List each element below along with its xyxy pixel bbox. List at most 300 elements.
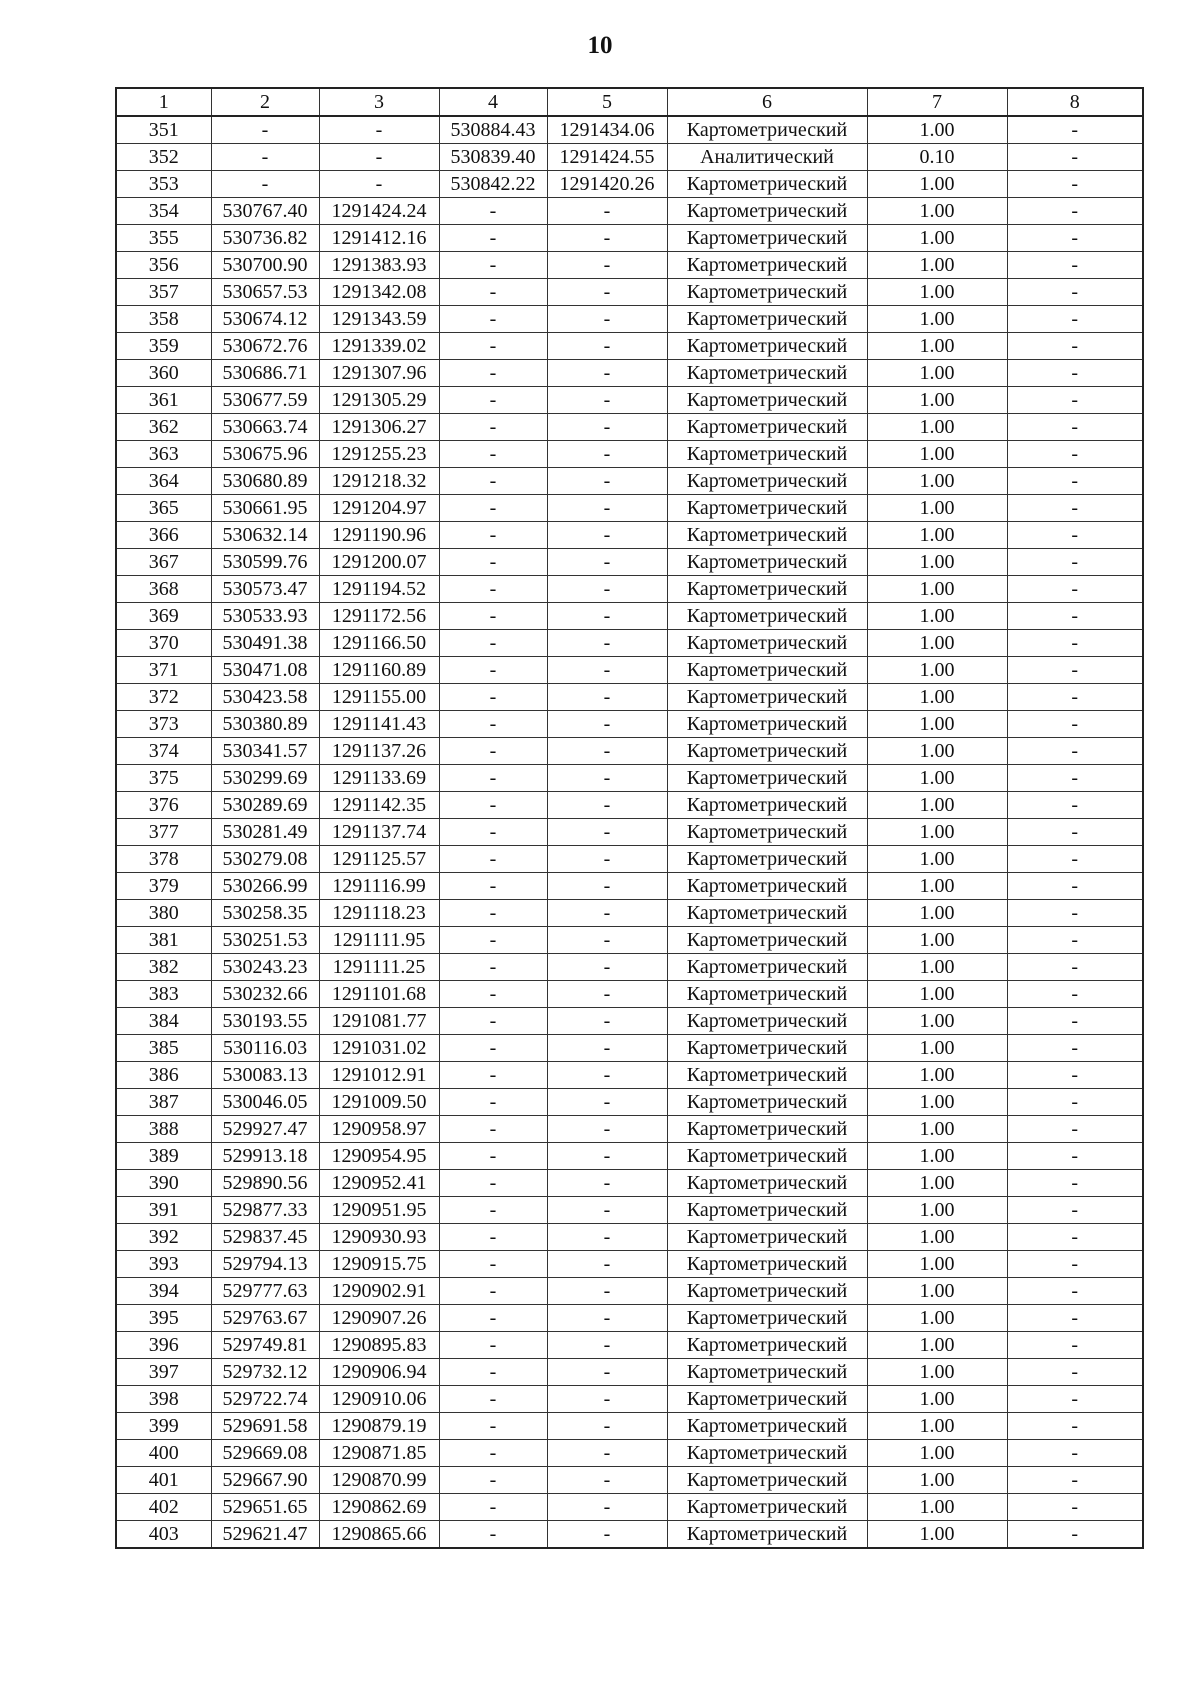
table-row [116, 198, 1143, 225]
point-number-cell: 396 [116, 1332, 211, 1359]
method-cell: Картометрический [667, 279, 867, 306]
y-coordinate-cell: 1291166.50 [319, 630, 439, 657]
method-cell: Картометрический [667, 1440, 867, 1467]
point-number-cell: 400 [116, 1440, 211, 1467]
table-row [116, 1116, 1143, 1143]
table-row [116, 1035, 1143, 1062]
point-number-cell: 371 [116, 657, 211, 684]
x-coordinate-cell: 529777.63 [211, 1278, 319, 1305]
y-new-coordinate-cell: - [547, 1305, 667, 1332]
table-row [116, 927, 1143, 954]
table-row [116, 522, 1143, 549]
x-coordinate-cell: 529890.56 [211, 1170, 319, 1197]
point-number-cell: 360 [116, 360, 211, 387]
table-row [116, 468, 1143, 495]
point-number-cell: 373 [116, 711, 211, 738]
description-cell: - [1007, 1089, 1143, 1116]
x-coordinate-cell: 530279.08 [211, 846, 319, 873]
y-coordinate-cell: 1290952.41 [319, 1170, 439, 1197]
accuracy-cell: 1.00 [867, 1305, 1007, 1332]
point-number-cell: 387 [116, 1089, 211, 1116]
point-number-cell: 386 [116, 1062, 211, 1089]
x-new-coordinate-cell: - [439, 1359, 547, 1386]
x-coordinate-cell: 530677.59 [211, 387, 319, 414]
point-number-cell: 399 [116, 1413, 211, 1440]
y-new-coordinate-cell: - [547, 279, 667, 306]
y-coordinate-cell: 1291141.43 [319, 711, 439, 738]
x-new-coordinate-cell: - [439, 873, 547, 900]
y-coordinate-cell: 1291155.00 [319, 684, 439, 711]
description-cell: - [1007, 1197, 1143, 1224]
y-new-coordinate-cell: 1291434.06 [547, 116, 667, 144]
x-new-coordinate-cell: - [439, 819, 547, 846]
y-coordinate-cell: 1291218.32 [319, 468, 439, 495]
table-row [116, 1440, 1143, 1467]
method-cell: Картометрический [667, 1251, 867, 1278]
method-cell: Картометрический [667, 306, 867, 333]
description-cell: - [1007, 900, 1143, 927]
y-coordinate-cell: 1291137.74 [319, 819, 439, 846]
method-cell: Картометрический [667, 981, 867, 1008]
method-cell: Картометрический [667, 1170, 867, 1197]
y-new-coordinate-cell: - [547, 819, 667, 846]
point-number-cell: 397 [116, 1359, 211, 1386]
point-number-cell: 388 [116, 1116, 211, 1143]
table-row [116, 495, 1143, 522]
y-coordinate-cell: 1290865.66 [319, 1521, 439, 1549]
point-number-cell: 385 [116, 1035, 211, 1062]
method-cell: Картометрический [667, 1116, 867, 1143]
accuracy-cell: 1.00 [867, 1008, 1007, 1035]
x-coordinate-cell: 529749.81 [211, 1332, 319, 1359]
y-new-coordinate-cell: - [547, 549, 667, 576]
description-cell: - [1007, 1494, 1143, 1521]
y-new-coordinate-cell: - [547, 684, 667, 711]
x-new-coordinate-cell: - [439, 1467, 547, 1494]
x-coordinate-cell: 530243.23 [211, 954, 319, 981]
accuracy-cell: 1.00 [867, 1089, 1007, 1116]
description-cell: - [1007, 1035, 1143, 1062]
table-row [116, 441, 1143, 468]
description-cell: - [1007, 495, 1143, 522]
x-new-coordinate-cell: - [439, 1197, 547, 1224]
y-coordinate-cell: 1291081.77 [319, 1008, 439, 1035]
method-cell: Картометрический [667, 225, 867, 252]
x-new-coordinate-cell: - [439, 1089, 547, 1116]
description-cell: - [1007, 630, 1143, 657]
description-cell: - [1007, 306, 1143, 333]
point-number-cell: 351 [116, 116, 211, 144]
point-number-cell: 402 [116, 1494, 211, 1521]
table-row [116, 1305, 1143, 1332]
description-cell: - [1007, 792, 1143, 819]
x-new-coordinate-cell: - [439, 495, 547, 522]
x-coordinate-cell: 530767.40 [211, 198, 319, 225]
x-coordinate-cell: - [211, 144, 319, 171]
x-new-coordinate-cell: - [439, 630, 547, 657]
x-new-coordinate-cell: - [439, 1035, 547, 1062]
table-row [116, 711, 1143, 738]
x-coordinate-cell: 530674.12 [211, 306, 319, 333]
accuracy-cell: 1.00 [867, 360, 1007, 387]
accuracy-cell: 1.00 [867, 738, 1007, 765]
x-new-coordinate-cell: - [439, 1494, 547, 1521]
point-number-cell: 352 [116, 144, 211, 171]
y-new-coordinate-cell: - [547, 1116, 667, 1143]
y-new-coordinate-cell: - [547, 522, 667, 549]
description-cell: - [1007, 1143, 1143, 1170]
column-header: 2 [211, 88, 319, 116]
description-cell: - [1007, 333, 1143, 360]
method-cell: Картометрический [667, 1035, 867, 1062]
y-coordinate-cell: 1290895.83 [319, 1332, 439, 1359]
x-new-coordinate-cell: - [439, 684, 547, 711]
x-new-coordinate-cell: - [439, 549, 547, 576]
x-coordinate-cell: 530686.71 [211, 360, 319, 387]
table-row [116, 1062, 1143, 1089]
accuracy-cell: 1.00 [867, 900, 1007, 927]
column-header: 7 [867, 88, 1007, 116]
y-coordinate-cell: 1291125.57 [319, 846, 439, 873]
table-row [116, 846, 1143, 873]
y-new-coordinate-cell: 1291420.26 [547, 171, 667, 198]
y-coordinate-cell: 1291194.52 [319, 576, 439, 603]
table-row [116, 252, 1143, 279]
y-coordinate-cell: 1291009.50 [319, 1089, 439, 1116]
accuracy-cell: 1.00 [867, 1359, 1007, 1386]
y-coordinate-cell: 1291137.26 [319, 738, 439, 765]
header-row [116, 88, 1143, 116]
y-coordinate-cell: 1290915.75 [319, 1251, 439, 1278]
y-new-coordinate-cell: - [547, 1413, 667, 1440]
point-number-cell: 353 [116, 171, 211, 198]
x-coordinate-cell: 529691.58 [211, 1413, 319, 1440]
description-cell: - [1007, 1224, 1143, 1251]
accuracy-cell: 1.00 [867, 1143, 1007, 1170]
method-cell: Картометрический [667, 1089, 867, 1116]
x-coordinate-cell: 530663.74 [211, 414, 319, 441]
table-row [116, 873, 1143, 900]
accuracy-cell: 1.00 [867, 1197, 1007, 1224]
x-coordinate-cell: - [211, 116, 319, 144]
description-cell: - [1007, 1008, 1143, 1035]
y-new-coordinate-cell: - [547, 981, 667, 1008]
y-new-coordinate-cell: - [547, 927, 667, 954]
description-cell: - [1007, 765, 1143, 792]
point-number-cell: 392 [116, 1224, 211, 1251]
y-new-coordinate-cell: - [547, 711, 667, 738]
x-coordinate-cell: 530573.47 [211, 576, 319, 603]
x-new-coordinate-cell: 530839.40 [439, 144, 547, 171]
y-coordinate-cell: 1290954.95 [319, 1143, 439, 1170]
description-cell: - [1007, 873, 1143, 900]
point-number-cell: 355 [116, 225, 211, 252]
table-row [116, 630, 1143, 657]
y-coordinate-cell: 1290910.06 [319, 1386, 439, 1413]
y-coordinate-cell: 1290862.69 [319, 1494, 439, 1521]
point-number-cell: 365 [116, 495, 211, 522]
y-new-coordinate-cell: - [547, 198, 667, 225]
accuracy-cell: 1.00 [867, 1332, 1007, 1359]
table-row [116, 684, 1143, 711]
description-cell: - [1007, 468, 1143, 495]
accuracy-cell: 1.00 [867, 1116, 1007, 1143]
x-coordinate-cell: 530675.96 [211, 441, 319, 468]
coordinates-table [115, 87, 1144, 1549]
table-row [116, 1413, 1143, 1440]
x-coordinate-cell: 530657.53 [211, 279, 319, 306]
point-number-cell: 382 [116, 954, 211, 981]
method-cell: Картометрический [667, 1359, 867, 1386]
point-number-cell: 368 [116, 576, 211, 603]
y-coordinate-cell: 1291116.99 [319, 873, 439, 900]
point-number-cell: 384 [116, 1008, 211, 1035]
method-cell: Картометрический [667, 1305, 867, 1332]
x-coordinate-cell: 530700.90 [211, 252, 319, 279]
y-coordinate-cell: 1290906.94 [319, 1359, 439, 1386]
x-new-coordinate-cell: - [439, 279, 547, 306]
description-cell: - [1007, 981, 1143, 1008]
method-cell: Картометрический [667, 954, 867, 981]
accuracy-cell: 1.00 [867, 1224, 1007, 1251]
table-row [116, 1494, 1143, 1521]
y-new-coordinate-cell: - [547, 1332, 667, 1359]
point-number-cell: 372 [116, 684, 211, 711]
x-coordinate-cell: 530266.99 [211, 873, 319, 900]
x-coordinate-cell: 530491.38 [211, 630, 319, 657]
y-new-coordinate-cell: - [547, 792, 667, 819]
x-new-coordinate-cell: - [439, 522, 547, 549]
point-number-cell: 401 [116, 1467, 211, 1494]
method-cell: Картометрический [667, 1224, 867, 1251]
y-coordinate-cell: 1290871.85 [319, 1440, 439, 1467]
accuracy-cell: 1.00 [867, 1035, 1007, 1062]
x-coordinate-cell: 530299.69 [211, 765, 319, 792]
x-new-coordinate-cell: - [439, 576, 547, 603]
description-cell: - [1007, 819, 1143, 846]
point-number-cell: 390 [116, 1170, 211, 1197]
x-new-coordinate-cell: - [439, 954, 547, 981]
point-number-cell: 374 [116, 738, 211, 765]
accuracy-cell: 1.00 [867, 198, 1007, 225]
x-coordinate-cell: 530281.49 [211, 819, 319, 846]
x-new-coordinate-cell: - [439, 441, 547, 468]
point-number-cell: 377 [116, 819, 211, 846]
x-new-coordinate-cell: - [439, 1278, 547, 1305]
accuracy-cell: 1.00 [867, 819, 1007, 846]
y-new-coordinate-cell: - [547, 1278, 667, 1305]
y-coordinate-cell: - [319, 171, 439, 198]
method-cell: Картометрический [667, 657, 867, 684]
table-row [116, 603, 1143, 630]
accuracy-cell: 1.00 [867, 522, 1007, 549]
y-coordinate-cell: 1291160.89 [319, 657, 439, 684]
x-new-coordinate-cell: - [439, 1251, 547, 1278]
y-coordinate-cell: 1291200.07 [319, 549, 439, 576]
method-cell: Картометрический [667, 1494, 867, 1521]
x-coordinate-cell: 530672.76 [211, 333, 319, 360]
accuracy-cell: 1.00 [867, 387, 1007, 414]
x-coordinate-cell: 529794.13 [211, 1251, 319, 1278]
table-body [116, 116, 1143, 1548]
y-new-coordinate-cell: - [547, 1467, 667, 1494]
point-number-cell: 381 [116, 927, 211, 954]
accuracy-cell: 1.00 [867, 1467, 1007, 1494]
y-new-coordinate-cell: - [547, 1170, 667, 1197]
x-coordinate-cell: 530423.58 [211, 684, 319, 711]
y-coordinate-cell: 1290951.95 [319, 1197, 439, 1224]
table-row [116, 116, 1143, 144]
method-cell: Картометрический [667, 927, 867, 954]
method-cell: Картометрический [667, 387, 867, 414]
y-new-coordinate-cell: - [547, 576, 667, 603]
point-number-cell: 378 [116, 846, 211, 873]
accuracy-cell: 1.00 [867, 792, 1007, 819]
y-coordinate-cell: 1291111.95 [319, 927, 439, 954]
point-number-cell: 389 [116, 1143, 211, 1170]
table-row [116, 819, 1143, 846]
y-new-coordinate-cell: - [547, 333, 667, 360]
table-row [116, 900, 1143, 927]
x-new-coordinate-cell: - [439, 1332, 547, 1359]
y-coordinate-cell: 1291342.08 [319, 279, 439, 306]
table-row [116, 1224, 1143, 1251]
method-cell: Аналитический [667, 144, 867, 171]
table-row [116, 1521, 1143, 1549]
accuracy-cell: 1.00 [867, 576, 1007, 603]
y-coordinate-cell: 1291101.68 [319, 981, 439, 1008]
y-coordinate-cell: 1291133.69 [319, 765, 439, 792]
method-cell: Картометрический [667, 1197, 867, 1224]
y-new-coordinate-cell: - [547, 846, 667, 873]
y-new-coordinate-cell: 1291424.55 [547, 144, 667, 171]
point-number-cell: 376 [116, 792, 211, 819]
method-cell: Картометрический [667, 198, 867, 225]
method-cell: Картометрический [667, 1278, 867, 1305]
description-cell: - [1007, 252, 1143, 279]
accuracy-cell: 1.00 [867, 954, 1007, 981]
x-new-coordinate-cell: - [439, 900, 547, 927]
x-new-coordinate-cell: - [439, 1440, 547, 1467]
x-coordinate-cell: 530533.93 [211, 603, 319, 630]
table-row [116, 576, 1143, 603]
y-new-coordinate-cell: - [547, 1035, 667, 1062]
description-cell: - [1007, 954, 1143, 981]
x-new-coordinate-cell: - [439, 1116, 547, 1143]
x-coordinate-cell: 530046.05 [211, 1089, 319, 1116]
table-row [116, 144, 1143, 171]
method-cell: Картометрический [667, 684, 867, 711]
x-coordinate-cell: 530341.57 [211, 738, 319, 765]
x-new-coordinate-cell: - [439, 792, 547, 819]
y-new-coordinate-cell: - [547, 1197, 667, 1224]
y-new-coordinate-cell: - [547, 630, 667, 657]
table-row [116, 279, 1143, 306]
x-coordinate-cell: 529927.47 [211, 1116, 319, 1143]
description-cell: - [1007, 171, 1143, 198]
y-coordinate-cell: 1291306.27 [319, 414, 439, 441]
x-new-coordinate-cell: - [439, 711, 547, 738]
x-coordinate-cell: 530289.69 [211, 792, 319, 819]
y-coordinate-cell: 1291031.02 [319, 1035, 439, 1062]
y-coordinate-cell: 1290907.26 [319, 1305, 439, 1332]
accuracy-cell: 1.00 [867, 846, 1007, 873]
x-coordinate-cell: 529877.33 [211, 1197, 319, 1224]
x-coordinate-cell: 530251.53 [211, 927, 319, 954]
y-coordinate-cell: - [319, 116, 439, 144]
description-cell: - [1007, 1521, 1143, 1549]
method-cell: Картометрический [667, 468, 867, 495]
y-new-coordinate-cell: - [547, 360, 667, 387]
x-new-coordinate-cell: - [439, 738, 547, 765]
x-coordinate-cell: - [211, 171, 319, 198]
method-cell: Картометрический [667, 1143, 867, 1170]
x-coordinate-cell: 529732.12 [211, 1359, 319, 1386]
x-new-coordinate-cell: 530884.43 [439, 116, 547, 144]
description-cell: - [1007, 846, 1143, 873]
y-coordinate-cell: 1291111.25 [319, 954, 439, 981]
point-number-cell: 358 [116, 306, 211, 333]
x-coordinate-cell: 530258.35 [211, 900, 319, 927]
accuracy-cell: 1.00 [867, 306, 1007, 333]
x-coordinate-cell: 530471.08 [211, 657, 319, 684]
accuracy-cell: 1.00 [867, 1494, 1007, 1521]
description-cell: - [1007, 738, 1143, 765]
y-new-coordinate-cell: - [547, 1224, 667, 1251]
accuracy-cell: 1.00 [867, 1278, 1007, 1305]
x-new-coordinate-cell: - [439, 981, 547, 1008]
x-coordinate-cell: 530736.82 [211, 225, 319, 252]
x-new-coordinate-cell: - [439, 1170, 547, 1197]
x-new-coordinate-cell: - [439, 1224, 547, 1251]
x-new-coordinate-cell: 530842.22 [439, 171, 547, 198]
table-row [116, 1359, 1143, 1386]
point-number-cell: 391 [116, 1197, 211, 1224]
point-number-cell: 359 [116, 333, 211, 360]
description-cell: - [1007, 1305, 1143, 1332]
accuracy-cell: 1.00 [867, 279, 1007, 306]
description-cell: - [1007, 1359, 1143, 1386]
method-cell: Картометрический [667, 873, 867, 900]
y-new-coordinate-cell: - [547, 954, 667, 981]
x-new-coordinate-cell: - [439, 657, 547, 684]
table-row [116, 792, 1143, 819]
x-coordinate-cell: 530661.95 [211, 495, 319, 522]
method-cell: Картометрический [667, 333, 867, 360]
column-header: 8 [1007, 88, 1143, 116]
point-number-cell: 364 [116, 468, 211, 495]
x-new-coordinate-cell: - [439, 1413, 547, 1440]
x-coordinate-cell: 530599.76 [211, 549, 319, 576]
point-number-cell: 394 [116, 1278, 211, 1305]
y-coordinate-cell: 1290930.93 [319, 1224, 439, 1251]
method-cell: Картометрический [667, 711, 867, 738]
point-number-cell: 361 [116, 387, 211, 414]
y-new-coordinate-cell: - [547, 306, 667, 333]
table-row [116, 225, 1143, 252]
table-row [116, 549, 1143, 576]
description-cell: - [1007, 549, 1143, 576]
description-cell: - [1007, 684, 1143, 711]
accuracy-cell: 1.00 [867, 630, 1007, 657]
accuracy-cell: 1.00 [867, 441, 1007, 468]
accuracy-cell: 1.00 [867, 1440, 1007, 1467]
description-cell: - [1007, 1062, 1143, 1089]
y-new-coordinate-cell: - [547, 1440, 667, 1467]
y-new-coordinate-cell: - [547, 657, 667, 684]
table-row [116, 657, 1143, 684]
x-new-coordinate-cell: - [439, 1305, 547, 1332]
